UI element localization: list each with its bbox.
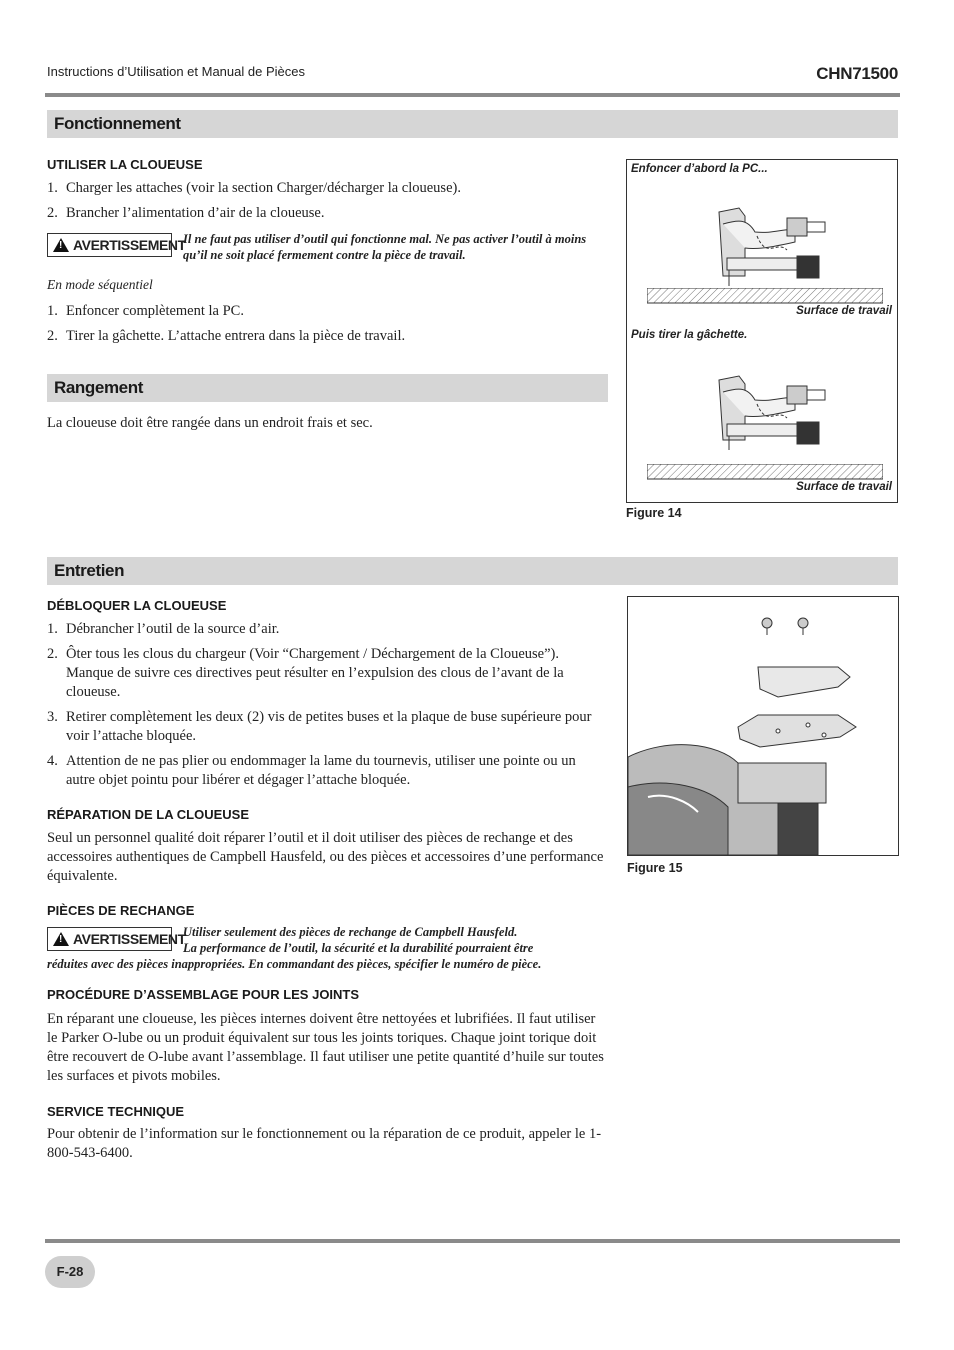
model-number: CHN71500 bbox=[816, 64, 898, 83]
pieces-warning-line3: réduites avec des pièces inappropriées. En commandant des pièces, spécifier le numéro de pièce. bbox=[47, 957, 542, 971]
pieces-warning-line2: La performance de l’outil, la sécurité et la durabilité pourraient être bbox=[183, 941, 534, 955]
header-rule bbox=[45, 93, 900, 97]
figure-15-label: Figure 15 bbox=[627, 861, 683, 875]
debloquer-list bbox=[47, 620, 607, 796]
figure-14-top-surface-label: Surface de travail bbox=[796, 305, 892, 317]
list-item: 2. Ôter tous les clous du chargeur (Voir “Chargement / Déchargement de la Cloueuse”). Manque de suivre ces directives peut résulter en l’expulsion des clous de l’avant de la cloueuse. bbox=[47, 646, 564, 700]
subhead-debloquer: DÉBLOQUER LA CLOUEUSE bbox=[47, 598, 227, 613]
reparation-text: Seul un personnel qualité doit réparer l’outil et il doit utiliser des pièces de rechange et des accessoires authentiques de Campbell Hausfeld, ou des pièces et accessoires d’une performance équivalente. bbox=[47, 830, 604, 884]
warning-badge: ! AVERTISSEMENT bbox=[47, 233, 172, 257]
footer-rule bbox=[45, 1239, 900, 1243]
rangement-text: La cloueuse doit être rangée dans un endroit frais et sec. bbox=[47, 415, 373, 431]
work-surface-hatch bbox=[647, 288, 883, 304]
page-number: F-28 bbox=[45, 1256, 95, 1288]
subhead-pieces: PIÈCES DE RECHANGE bbox=[47, 903, 195, 918]
sequential-list bbox=[47, 302, 607, 352]
section-fonctionnement-heading: Fonctionnement bbox=[47, 110, 898, 138]
utiliser-list bbox=[47, 179, 607, 229]
subhead-reparation: RÉPARATION DE LA CLOUEUSE bbox=[47, 807, 249, 822]
subhead-service: SERVICE TECHNIQUE bbox=[47, 1104, 185, 1119]
nailer-nose-exploded-illustration bbox=[628, 597, 898, 855]
list-item: 1. Enfoncer complètement la PC. bbox=[47, 303, 244, 319]
document-header-title: Instructions d’Utilisation et Manual de Pièces bbox=[47, 64, 305, 79]
warning-text: Il ne faut pas utiliser d’outil qui fonctionne mal. Ne pas activer l’outil à moins qu’il ne soit placé fermement contre la pièce de travail. bbox=[183, 232, 587, 262]
subhead-utiliser: UTILISER LA CLOUEUSE bbox=[47, 157, 203, 172]
figure-14-label: Figure 14 bbox=[626, 506, 682, 520]
warning-triangle-icon: ! bbox=[53, 932, 69, 946]
warning-triangle-icon: ! bbox=[53, 238, 69, 252]
mode-label: En mode séquentiel bbox=[47, 277, 153, 292]
warning-badge: ! AVERTISSEMENT bbox=[47, 927, 172, 951]
section-rangement-heading: Rangement bbox=[47, 374, 608, 402]
pieces-warning-line1: Utiliser seulement des pièces de rechange de Campbell Hausfeld. bbox=[183, 925, 518, 939]
subhead-procedure: PROCÉDURE D’ASSEMBLAGE POUR LES JOINTS bbox=[47, 987, 360, 1002]
procedure-text: En réparant une cloueuse, les pièces internes doivent être nettoyées et lubrifiées. Il faut utiliser le Parker O-lube ou un produit équivalent sur tous les joints toriques. Chaque joint torique doit être recouvert de O-lube avant l’assemblage. Il faut utiliser une petite quantité d’huile sur toutes les surfaces et pivots mobiles. bbox=[47, 1011, 604, 1084]
list-item: 1. Débrancher l’outil de la source d’air. bbox=[47, 621, 280, 637]
figure-14-top-caption: Enfoncer d’abord la PC... bbox=[631, 163, 768, 175]
work-surface-hatch bbox=[647, 464, 883, 480]
list-item: 2. Tirer la gâchette. L’attache entrera dans la pièce de travail. bbox=[47, 328, 406, 344]
figure-14-bottom-surface-label: Surface de travail bbox=[796, 481, 892, 493]
nailer-trigger-illustration bbox=[627, 356, 897, 466]
figure-14 bbox=[626, 159, 898, 503]
list-item: 1. Charger les attaches (voir la section Charger/décharger la cloueuse). bbox=[47, 180, 461, 196]
list-item: 4. Attention de ne pas plier ou endommager la lame du tournevis, utiliser une pointe ou un autre objet pointu pour libérer et dégager l’attache bloquée. bbox=[47, 753, 576, 788]
figure-14-bottom-caption: Puis tirer la gâchette. bbox=[631, 329, 748, 341]
list-item: 2. Brancher l’alimentation d’air de la cloueuse. bbox=[47, 205, 325, 221]
section-entretien-heading: Entretien bbox=[47, 557, 898, 585]
list-item: 3. Retirer complètement les deux (2) vis de petites buses et la plaque de buse supérieure pour voir l’attache bloquée. bbox=[47, 709, 592, 744]
service-text: Pour obtenir de l’information sur le fonctionnement ou la réparation de ce produit, appeler le 1-800-543-6400. bbox=[47, 1126, 602, 1161]
figure-15 bbox=[627, 596, 899, 856]
